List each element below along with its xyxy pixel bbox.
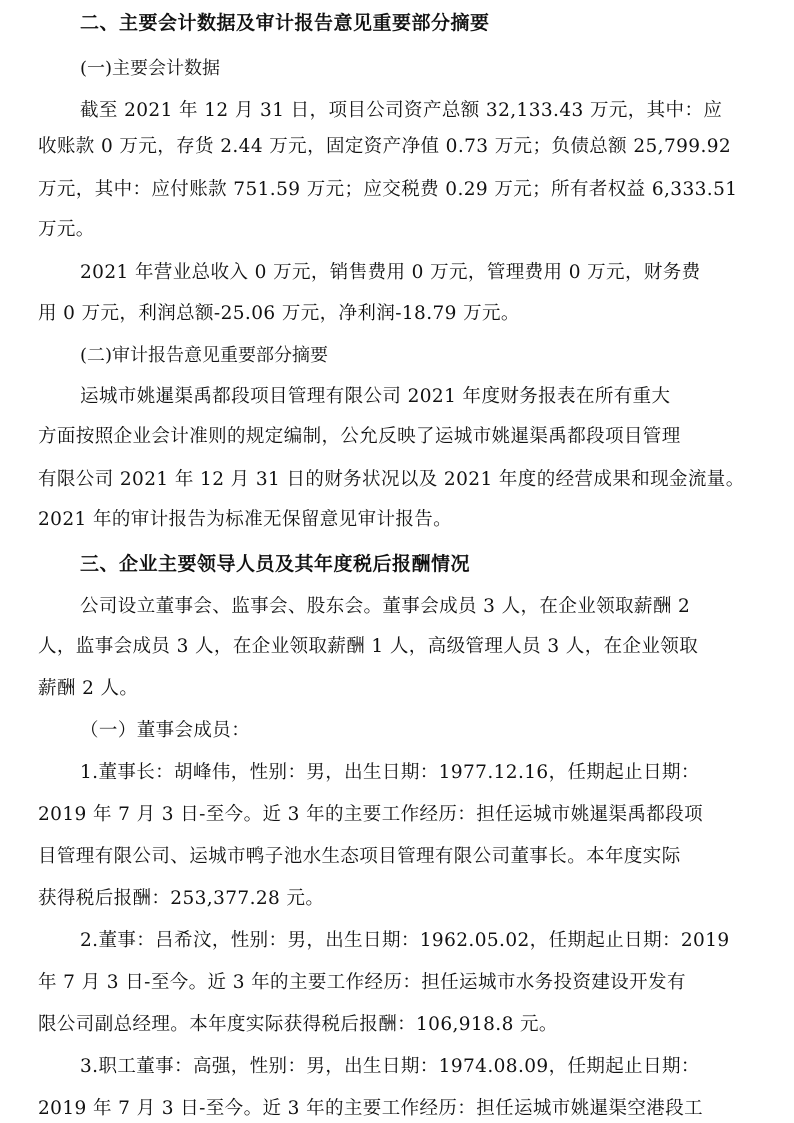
paragraph-line: 运城市姚暹渠禹都段项目管理有限公司 2021 年度财务报表在所有重大	[80, 386, 671, 407]
paragraph-line: 公司设立董事会、监事会、股东会。董事会成员 3 人，在企业领取薪酬 2	[80, 596, 691, 617]
paragraph-line: 方面按照企业会计准则的规定编制，公允反映了运城市姚暹渠禹都段项目管理	[38, 426, 681, 447]
paragraph-line: 截至 2021 年 12 月 31 日，项目公司资产总额 32,133.43 万元，其中：应	[80, 100, 723, 121]
paragraph-line: 收账款 0 万元，存货 2.44 万元，固定资产净值 0.73 万元；负债总额 25,799.92	[38, 136, 732, 157]
paragraph-line: 3.职工董事：高强，性别：男，出生日期：1974.08.09，任期起止日期：	[80, 1056, 700, 1077]
paragraph-line: 目管理有限公司、运城市鸭子池水生态项目管理有限公司董事长。本年度实际	[38, 846, 681, 867]
paragraph-line: 限公司副总经理。本年度实际获得税后报酬：106,918.8 元。	[38, 1014, 558, 1035]
paragraph-line: 获得税后报酬：253,377.28 元。	[38, 888, 325, 909]
paragraph-line: 2019 年 7 月 3 日-至今。近 3 年的主要工作经历：担任运城市姚暹渠空港段工	[38, 1098, 704, 1119]
section-2-sub-2: (二)审计报告意见重要部分摘要	[80, 345, 329, 366]
paragraph-line: 薪酬 2 人。	[38, 678, 139, 699]
paragraph-line: 2021 年营业总收入 0 万元，销售费用 0 万元，管理费用 0 万元，财务费	[80, 262, 701, 283]
paragraph-line: 2.董事：吕希汶，性别：男，出生日期：1962.05.02，任期起止日期：2019	[80, 930, 730, 951]
paragraph-line: 万元。	[38, 219, 95, 240]
paragraph-line: 人，监事会成员 3 人，在企业领取薪酬 1 人，高级管理人员 3 人，在企业领取	[38, 636, 699, 657]
paragraph-line: 万元，其中：应付账款 751.59 万元；应交税费 0.29 万元；所有者权益 6,333.51	[38, 179, 738, 200]
section-2-sub-1: (一)主要会计数据	[80, 58, 221, 79]
paragraph-line: 有限公司 2021 年 12 月 31 日的财务状况以及 2021 年度的经营成果和现金流量。	[38, 469, 745, 490]
paragraph-line: 年 7 月 3 日-至今。近 3 年的主要工作经历：担任运城市水务投资建设开发有	[38, 972, 686, 993]
paragraph-line: 1.董事长：胡峰伟，性别：男，出生日期：1977.12.16，任期起止日期：	[80, 762, 700, 783]
section-3-sub-1: （一）董事会成员：	[80, 720, 251, 741]
paragraph-line: 2019 年 7 月 3 日-至今。近 3 年的主要工作经历：担任运城市姚暹渠禹都段项	[38, 804, 704, 825]
section-2-heading: 二、主要会计数据及审计报告意见重要部分摘要	[80, 12, 490, 34]
section-3-heading: 三、企业主要领导人员及其年度税后报酬情况	[80, 553, 471, 575]
paragraph-line: 2021 年的审计报告为标准无保留意见审计报告。	[38, 509, 453, 530]
paragraph-line: 用 0 万元，利润总额-25.06 万元，净利润-18.79 万元。	[38, 303, 520, 324]
